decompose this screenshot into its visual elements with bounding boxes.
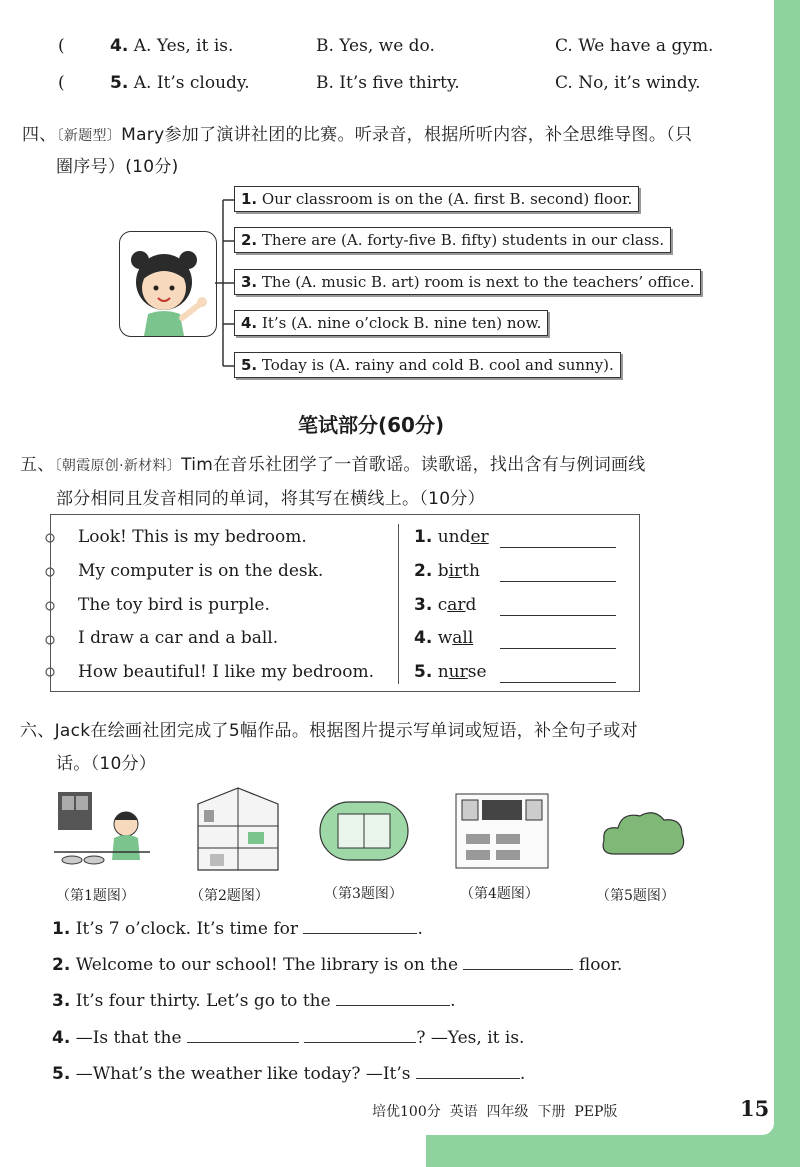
footer-subject: 英语 xyxy=(449,1104,478,1120)
sentence-4-num: 4. xyxy=(52,1028,71,1048)
classroom-picture-icon xyxy=(452,790,552,872)
breakfast-picture-icon xyxy=(54,790,150,872)
sentence-4-blank-a[interactable] xyxy=(187,1041,299,1043)
q5-option-a: A. It’s cloudy. xyxy=(133,73,250,93)
sentence-4-post: ? —Yes, it is. xyxy=(416,1028,525,1048)
word-3-answer-blank[interactable] xyxy=(500,614,616,616)
word-3-num: 3. xyxy=(414,595,433,615)
word-4-underlined: all xyxy=(452,628,474,648)
sentence-2-blank[interactable] xyxy=(463,968,573,970)
q5-row xyxy=(58,73,250,93)
word-5-answer-blank[interactable] xyxy=(500,681,616,683)
q5-num: 5. xyxy=(110,73,129,93)
word-2-pre: b xyxy=(437,561,449,581)
mindmap-item-2 xyxy=(234,227,671,253)
mindmap-item-3-num: 3. xyxy=(241,273,258,291)
chant-line-1: Look! This is my bedroom. xyxy=(78,527,307,547)
word-4-answer-blank[interactable] xyxy=(500,647,616,649)
section5-title-text: Tim在音乐社团学了一首歌谣。读歌谣，找出含有与例词画线 xyxy=(181,455,646,475)
word-1-underlined: er xyxy=(470,527,489,547)
sentence-5-post: . xyxy=(519,1064,526,1084)
caption-pic-4: （第4题图） xyxy=(460,886,539,902)
sentence-5 xyxy=(52,1064,525,1084)
word-2-post: th xyxy=(462,561,480,581)
section4-title xyxy=(22,120,692,145)
sentence-3-pre: It’s four thirty. Let’s go to the xyxy=(75,991,331,1011)
sentence-4-pre: —Is that the xyxy=(75,1028,182,1048)
caption-pic-2: （第2题图） xyxy=(190,888,269,904)
mindmap-item-1-num: 1. xyxy=(241,190,258,208)
mindmap-item-5-num: 5. xyxy=(241,356,258,374)
sentence-2 xyxy=(52,955,622,975)
sentence-4-blank-b[interactable] xyxy=(304,1041,416,1043)
word-1-pre: und xyxy=(437,527,471,547)
q5-option-c: C. No, it’s windy. xyxy=(555,73,701,93)
footer-edition: PEP版 xyxy=(574,1104,618,1120)
word-2-underlined: ir xyxy=(448,561,463,581)
q5-paren: ( xyxy=(58,73,65,93)
mindmap-item-4-text: It’s (A. nine o’clock B. nine ten) now. xyxy=(261,314,542,332)
mindmap-item-1 xyxy=(234,186,639,212)
mindmap-item-3 xyxy=(234,269,701,295)
section4-tag: 〔新题型〕 xyxy=(56,128,122,144)
section6-title-line2: 话。（10分） xyxy=(56,754,157,774)
sentence-3 xyxy=(52,991,455,1011)
word-4-pre: w xyxy=(437,628,453,648)
section6-prefix: 六、 xyxy=(20,721,55,741)
word-item-1 xyxy=(414,527,489,547)
section5-title-line2: 部分相同且发音相同的单词，将其写在横线上。（10分） xyxy=(56,489,485,509)
playground-picture-icon xyxy=(318,798,410,864)
chant-binding-rings xyxy=(44,520,56,686)
mindmap-item-2-text: There are (A. forty-five B. fifty) students in our class. xyxy=(261,231,665,249)
mindmap-item-1-text: Our classroom is on the (A. first B. second) floor. xyxy=(261,190,633,208)
footer-term: 下册 xyxy=(537,1104,566,1120)
sentence-1-pre: It’s 7 o’clock. It’s time for xyxy=(75,919,299,939)
caption-pic-3: （第3题图） xyxy=(324,886,403,902)
sentence-4 xyxy=(52,1028,524,1048)
caption-pic-1: （第1题图） xyxy=(56,888,135,904)
mindmap-item-5-text: Today is (A. rainy and cold B. cool and sunny). xyxy=(261,356,614,374)
footer-grade: 四年级 xyxy=(486,1104,529,1120)
word-3-underlined: ar xyxy=(447,595,466,615)
q4-row xyxy=(58,36,233,56)
page-number: 15 xyxy=(740,1096,770,1121)
word-1-answer-blank[interactable] xyxy=(500,546,616,548)
girl-speaking-icon xyxy=(120,232,216,336)
word-item-4 xyxy=(414,628,473,648)
sentence-5-blank[interactable] xyxy=(416,1077,520,1079)
q4-num: 4. xyxy=(110,36,129,56)
section5-title xyxy=(20,450,646,475)
footer-brand: 培优100分 xyxy=(372,1104,441,1120)
word-3-pre: c xyxy=(437,595,448,615)
sentence-3-post: . xyxy=(450,991,456,1011)
section6-title xyxy=(20,716,638,741)
chant-line-5: How beautiful! I like my bedroom. xyxy=(78,662,375,682)
sentence-2-pre: Welcome to our school! The library is on the xyxy=(75,955,459,975)
mindmap-item-5 xyxy=(234,352,621,378)
section4-prefix: 四、 xyxy=(22,125,57,145)
sentence-5-num: 5. xyxy=(52,1064,71,1084)
section6-title-text: Jack在绘画社团完成了5幅作品。根据图片提示写单词或短语，补全句子或对 xyxy=(54,721,638,741)
chant-line-2: My computer is on the desk. xyxy=(78,561,324,581)
q4-option-a: A. Yes, it is. xyxy=(133,36,234,56)
word-2-answer-blank[interactable] xyxy=(500,580,616,582)
word-item-2 xyxy=(414,561,480,581)
word-5-pre: n xyxy=(437,662,449,682)
mindmap-item-2-num: 2. xyxy=(241,231,258,249)
q4-option-b: B. Yes, we do. xyxy=(316,36,435,56)
sentence-1 xyxy=(52,919,423,939)
chant-line-3: The toy bird is purple. xyxy=(78,595,270,615)
word-5-num: 5. xyxy=(414,662,433,682)
word-item-5 xyxy=(414,662,487,682)
library-building-picture-icon xyxy=(188,784,284,874)
sentence-1-post: . xyxy=(417,919,423,939)
mindmap-item-4 xyxy=(234,310,548,336)
section5-prefix: 五、 xyxy=(20,455,55,475)
word-2-num: 2. xyxy=(414,561,433,581)
mindmap-item-3-text: The (A. music B. art) room is next to the teachers’ office. xyxy=(261,273,695,291)
written-part-title: 笔试部分(60分) xyxy=(298,413,445,437)
word-5-post: se xyxy=(467,662,487,682)
word-4-num: 4. xyxy=(414,628,433,648)
cloud-weather-icon xyxy=(598,806,688,866)
q4-option-c: C. We have a gym. xyxy=(555,36,714,56)
mindmap-item-4-num: 4. xyxy=(241,314,258,332)
sentence-5-pre: —What’s the weather like today? —It’s xyxy=(75,1064,411,1084)
word-5-underlined: ur xyxy=(448,662,468,682)
caption-pic-5: （第5题图） xyxy=(596,888,675,904)
footer-info xyxy=(372,1101,617,1121)
word-item-3 xyxy=(414,595,476,615)
word-1-num: 1. xyxy=(414,527,433,547)
sentence-1-blank[interactable] xyxy=(303,932,417,934)
section5-tag: 〔朝霞原创·新材料〕 xyxy=(54,458,182,474)
girl-picture-frame xyxy=(119,231,217,337)
q5-option-b: B. It’s five thirty. xyxy=(316,73,460,93)
sentence-2-num: 2. xyxy=(52,955,71,975)
section4-title-line2: 圈序号）(10分) xyxy=(56,157,179,177)
q4-paren: ( xyxy=(58,36,65,56)
section4-title-text: Mary参加了演讲社团的比赛。听录音，根据所听内容，补全思维导图。（只 xyxy=(121,125,693,145)
chant-line-4: I draw a car and a ball. xyxy=(78,628,279,648)
chant-divider xyxy=(398,524,399,684)
word-3-post: d xyxy=(465,595,477,615)
sentence-3-blank[interactable] xyxy=(336,1004,450,1006)
sentence-3-num: 3. xyxy=(52,991,71,1011)
sentence-2-post: floor. xyxy=(578,955,623,975)
sentence-1-num: 1. xyxy=(52,919,71,939)
footer-white-patch xyxy=(0,1120,426,1167)
